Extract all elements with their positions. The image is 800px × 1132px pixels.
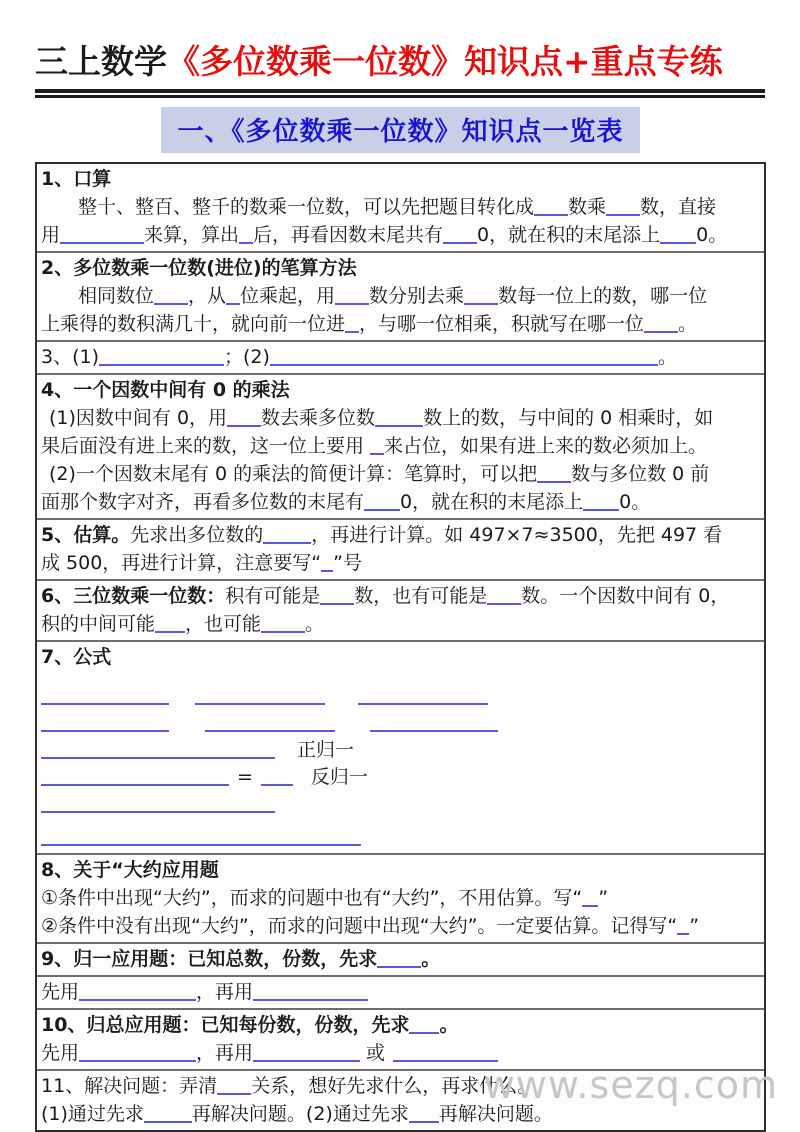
- text-segment: 。: [657, 346, 677, 368]
- blank-fill-line: [345, 317, 359, 333]
- text-segment: 6、三位数乘一位数：: [41, 585, 226, 607]
- row-2-written-method: [37, 251, 764, 340]
- text-line: [41, 610, 760, 638]
- blank-fill-line: [79, 985, 196, 1001]
- blank-fill-line: [409, 1018, 439, 1034]
- text-segment: 整十、整百、整千的数乘一位数，可以先把题目转化成: [78, 196, 535, 218]
- blank-fill-line: [320, 589, 354, 605]
- text-segment: 1、口算: [41, 168, 112, 190]
- blank-fill-line: [393, 1046, 498, 1062]
- text-segment: 10、归总应用题：已知每份数，份数，先求: [41, 1014, 410, 1036]
- blank-fill-line: [375, 411, 423, 427]
- blank-fill-line: [41, 689, 169, 705]
- blank-fill-line: [261, 770, 293, 786]
- blank-fill-line: [41, 797, 275, 813]
- blank-fill-line: [534, 200, 568, 216]
- text-segment: 0，就在积的末尾添上: [400, 491, 584, 513]
- text-segment: ，从: [188, 285, 227, 307]
- text-segment: 。: [305, 613, 325, 635]
- blank-fill-line: [606, 200, 640, 216]
- text-line: [41, 764, 760, 791]
- text-line: [41, 912, 760, 940]
- blank-fill-line: [335, 289, 369, 305]
- blank-fill-line: [217, 1079, 251, 1095]
- text-segment: 用: [41, 224, 61, 246]
- blank-fill-line: [644, 317, 678, 333]
- text-segment: 数乘: [568, 196, 607, 218]
- blank-fill-line: [537, 467, 571, 483]
- text-segment: 反归一: [310, 766, 368, 788]
- row-5-estimation: [37, 518, 764, 579]
- blank-fill-line: [253, 1046, 360, 1062]
- text-segment: 数每一位上的数，哪一位: [498, 285, 708, 307]
- blank-fill-line: [41, 770, 229, 786]
- text-segment: 数。一个因数中间有 0，: [521, 585, 730, 607]
- text-line: [41, 432, 760, 460]
- row-10-guiyi-steps: [37, 975, 764, 1008]
- text-segment: 数上的数，与中间的 0 相乘时，如: [423, 407, 714, 429]
- text-segment: 0。: [619, 491, 651, 513]
- blank-fill-line: [154, 289, 188, 305]
- text-line: [41, 856, 760, 884]
- text-segment: 数去乘多位数: [261, 407, 376, 429]
- text-segment: 积有可能是: [225, 585, 321, 607]
- text-segment: 再解决问题。(2)通过先求: [191, 1103, 409, 1125]
- blank-fill-line: [226, 289, 240, 305]
- text-segment: 。: [439, 1014, 459, 1036]
- blank-fill-line: [60, 228, 144, 244]
- text-line: [41, 310, 760, 338]
- text-line: [41, 521, 760, 549]
- text-segment: 0，就在积的末尾添上: [477, 224, 661, 246]
- blank-fill-line: [677, 919, 689, 935]
- text-segment: 果后面没有进上来的数，这一位上要用: [41, 435, 371, 457]
- text-segment: 9、归一应用题：已知总数，份数，先求: [41, 948, 378, 970]
- text-line: [41, 1011, 760, 1039]
- text-segment: (1)通过先求: [41, 1103, 144, 1125]
- row-9-guiyi-header: [37, 942, 764, 975]
- text-line: [41, 582, 760, 610]
- blank-fill-line: [41, 743, 275, 759]
- page-title-black: 三上数学: [35, 42, 167, 81]
- text-line: [41, 254, 760, 282]
- text-segment: 数与多位数 0 前: [571, 463, 710, 485]
- text-segment: ”: [598, 887, 609, 909]
- blank-fill-line: [239, 228, 253, 244]
- text-segment: 再解决问题。: [438, 1103, 553, 1125]
- text-segment: 先求出多位数的: [130, 524, 264, 546]
- blank-fill-line: [227, 411, 261, 427]
- text-segment: 成 500，再进行计算，注意要写“: [41, 552, 322, 574]
- text-segment: 关系，想好先求什么，再求什么。: [251, 1075, 537, 1097]
- text-line: [41, 945, 760, 973]
- blank-fill-line: [409, 1107, 439, 1123]
- text-segment: 5、估算。: [41, 524, 131, 546]
- text-segment: 。: [678, 313, 698, 335]
- text-segment: 或: [366, 1042, 386, 1064]
- text-segment: 先用: [41, 1042, 80, 1064]
- text-segment: ，再进行计算。如 497×7≈3500，先把 497 看: [311, 524, 723, 546]
- text-segment: 8、关于“大约应用题: [41, 859, 219, 881]
- blank-fill-line: [464, 289, 498, 305]
- text-segment: 积的中间可能: [41, 613, 156, 635]
- text-line: [41, 221, 760, 249]
- blank-fill-line: [660, 228, 696, 244]
- text-line: [41, 343, 760, 371]
- knowledge-table: [35, 162, 766, 1132]
- title-double-rule: [35, 89, 765, 98]
- blank-fill-line: [79, 1046, 196, 1062]
- text-segment: 面那个数字对齐，再看多位数的末尾有: [41, 491, 365, 513]
- text-line: [41, 737, 760, 764]
- text-segment: =: [237, 766, 253, 788]
- text-segment: 来占位，如果有进上来的数必须加上。: [384, 435, 708, 457]
- text-line: [41, 376, 760, 404]
- text-line: [41, 193, 760, 221]
- text-line: [41, 488, 760, 516]
- blank-fill-line: [253, 985, 368, 1001]
- text-segment: 先用: [41, 981, 80, 1003]
- page-title-red: 《多位数乘一位数》知识点+重点专练: [167, 42, 723, 81]
- text-line: [41, 643, 760, 671]
- page-title: [35, 36, 766, 83]
- text-segment: (2)一个因数末尾有 0 的乘法的简便计算：笔算时，可以把: [49, 463, 538, 485]
- blank-fill-line: [358, 689, 488, 705]
- row-6-three-digit: [37, 579, 764, 640]
- blank-fill-line: [41, 716, 169, 732]
- blank-fill-line: [270, 350, 658, 366]
- row-8-approx-word-problems: [37, 853, 764, 942]
- blank-fill-line: [41, 830, 361, 846]
- text-segment: ”号: [333, 552, 362, 574]
- blank-fill-line: [99, 350, 224, 366]
- text-line: [41, 460, 760, 488]
- watermark: www.sezq.com: [483, 1063, 778, 1107]
- text-segment: ②条件中没有出现“大约”，而求的问题中出现“大约”。一定要估算。记得写“: [41, 915, 678, 937]
- text-segment: 4、一个因数中间有 0 的乘法: [41, 379, 290, 401]
- text-segment: ”: [689, 915, 700, 937]
- blank-fill-line: [487, 589, 521, 605]
- text-segment: ；(2): [224, 346, 270, 368]
- text-line: [41, 884, 760, 912]
- text-segment: 位乘起，用: [240, 285, 336, 307]
- text-segment: 数，也有可能是: [354, 585, 488, 607]
- text-line: [41, 549, 760, 577]
- text-segment: ，与哪一位相乘，积就写在哪一位: [359, 313, 645, 335]
- row-7-formulas: [37, 640, 764, 853]
- text-line: [41, 282, 760, 310]
- blank-fill-line: [205, 716, 335, 732]
- text-line: [41, 683, 760, 710]
- text-segment: ，再用: [196, 981, 254, 1003]
- text-segment: 7、公式: [41, 646, 112, 668]
- row-11-guizong: [37, 1008, 764, 1069]
- text-line: [41, 791, 760, 818]
- blank-fill-line: [261, 617, 305, 633]
- blank-fill-line: [144, 1107, 192, 1123]
- blank-fill-line: [377, 952, 421, 968]
- text-segment: 相同数位: [78, 285, 155, 307]
- text-segment: 数，直接: [640, 196, 717, 218]
- text-segment: 0。: [696, 224, 728, 246]
- text-segment: 2、多位数乘一位数(进位)的笔算方法: [41, 257, 357, 279]
- blank-fill-line: [263, 528, 311, 544]
- blank-fill-line: [583, 495, 619, 511]
- text-line: [41, 710, 760, 737]
- row-3-fill-items: [37, 340, 764, 373]
- blank-fill-line: [364, 495, 400, 511]
- text-segment: 来算，算出: [144, 224, 240, 246]
- text-segment: 正归一: [297, 739, 355, 761]
- text-segment: 后，再看因数末尾共有: [253, 224, 444, 246]
- section-subtitle: 一、《多位数乘一位数》知识点一览表: [161, 107, 639, 153]
- text-segment: (1)因数中间有 0，用: [49, 407, 228, 429]
- text-segment: 。: [421, 948, 441, 970]
- blank-fill-line: [195, 689, 325, 705]
- text-segment: 3、(1): [41, 346, 100, 368]
- text-segment: 上乘得的数积满几十，就向前一位进: [41, 313, 346, 335]
- text-segment: ，再用: [196, 1042, 254, 1064]
- text-line: [41, 165, 760, 193]
- blank-fill-line: [321, 556, 333, 572]
- blank-fill-line: [370, 439, 384, 455]
- text-line: [41, 824, 760, 851]
- text-line: [41, 404, 760, 432]
- text-segment: ，也可能: [185, 613, 262, 635]
- section-subtitle-wrap: [35, 107, 766, 153]
- row-1-mental-math: [37, 164, 764, 251]
- text-line: [41, 978, 760, 1006]
- blank-fill-line: [155, 617, 185, 633]
- blank-fill-line: [582, 891, 598, 907]
- text-segment: 11、解决问题：弄清: [41, 1075, 218, 1097]
- blank-fill-line: [370, 716, 498, 732]
- row-4-zero-in-middle: [37, 373, 764, 518]
- text-segment: 数分别去乘: [369, 285, 465, 307]
- blank-fill-line: [443, 228, 477, 244]
- text-segment: ①条件中出现“大约”，而求的问题中也有“大约”，不用估算。写“: [41, 887, 583, 909]
